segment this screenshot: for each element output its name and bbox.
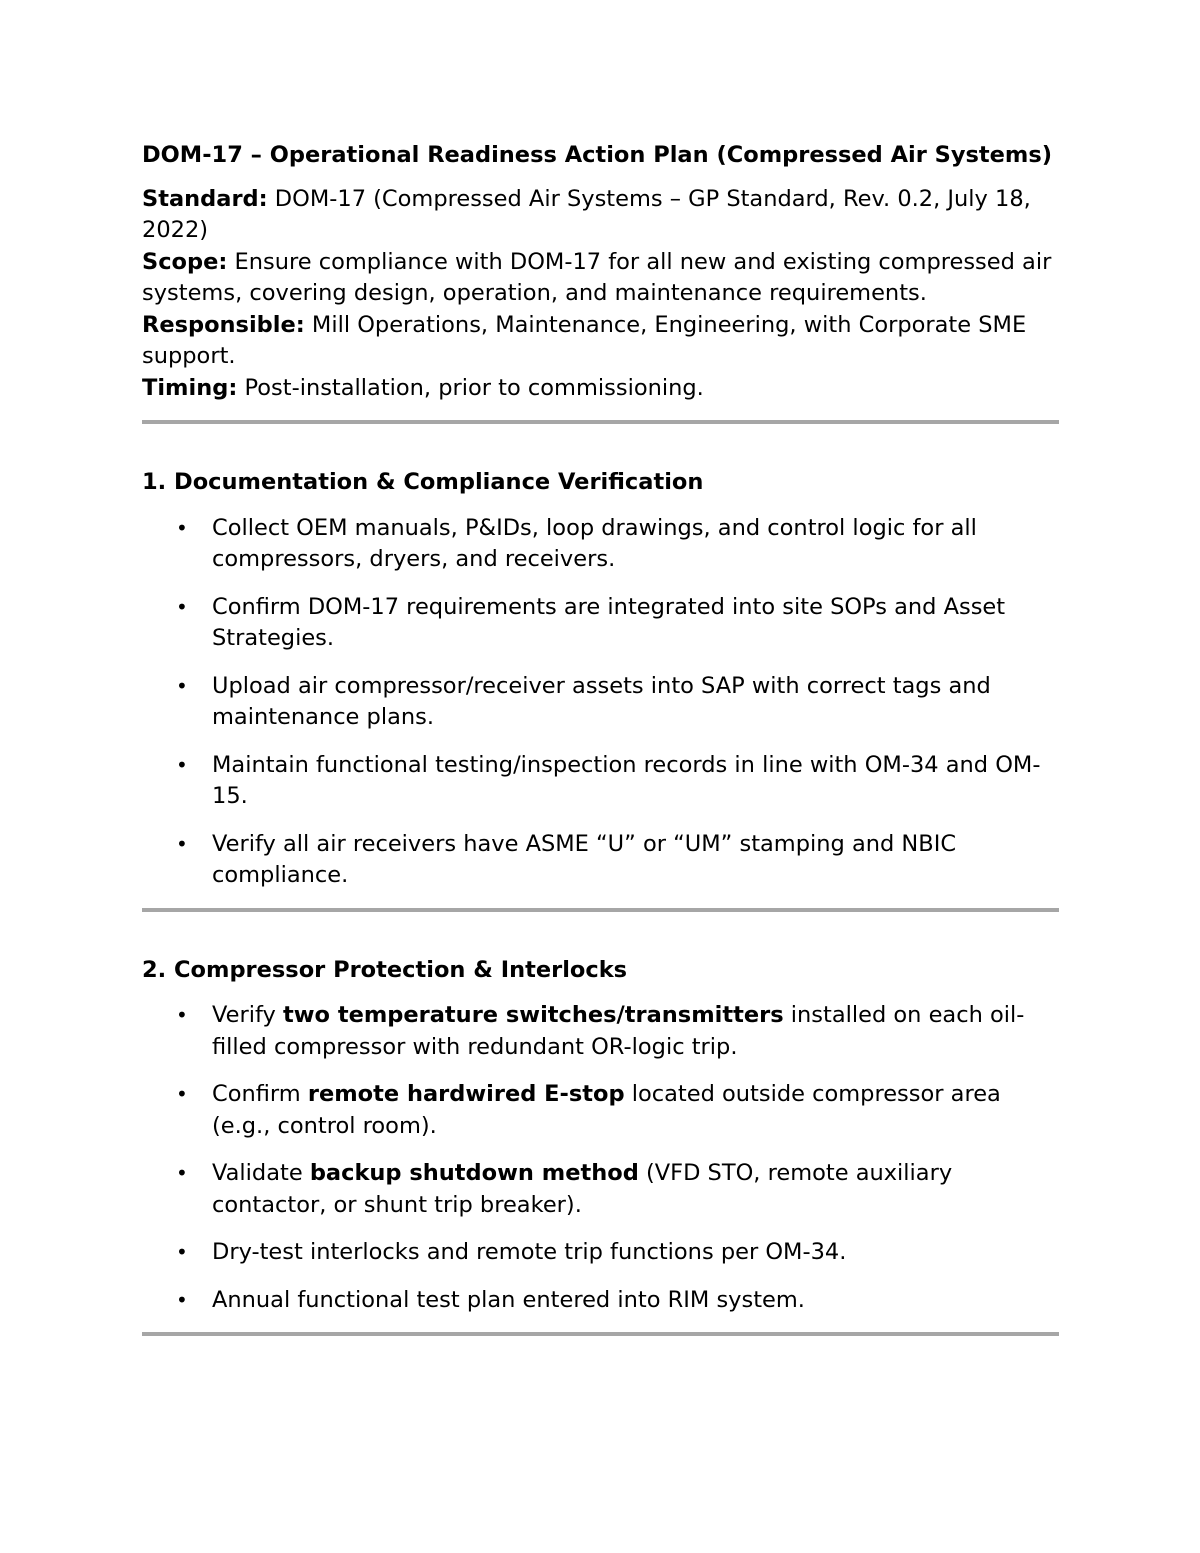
item-text: located outside compressor area (e.g., control room). <box>212 1081 1001 1139</box>
bullet-icon: • <box>176 1240 188 1264</box>
item-emphasis: two temperature switches/transmitters <box>282 1002 784 1028</box>
list-item <box>142 1285 1059 1317</box>
bullet-list <box>142 513 1059 892</box>
bullet-icon: • <box>176 673 188 698</box>
item-text: installed on each oil-filled compressor with redundant OR-logic trip. <box>212 1002 1025 1060</box>
item-text: (VFD STO, remote auxiliary contactor, or shunt trip breaker). <box>212 1160 953 1218</box>
meta-responsible <box>142 310 1059 373</box>
list-item <box>142 829 1059 892</box>
meta-standard <box>142 184 1059 247</box>
item-text: Maintain functional testing/inspection records in line with OM-34 and OM-15. <box>212 751 1041 809</box>
item-text: Collect OEM manuals, P&IDs, loop drawings, and control logic for all compressors, dryers, and receivers. <box>212 514 977 572</box>
list-item <box>142 750 1059 813</box>
list-item <box>142 671 1059 734</box>
list-item <box>142 1158 1059 1221</box>
horizontal-divider <box>142 908 1059 912</box>
item-text: Upload air compressor/receiver assets into SAP with correct tags and maintenance plans. <box>212 672 991 730</box>
bullet-icon: • <box>176 1082 188 1106</box>
horizontal-divider <box>142 420 1059 424</box>
item-text: Validate <box>212 1160 310 1186</box>
document-title: DOM-17 – Operational Readiness Action Plan (Compressed Air Systems) <box>142 142 1053 168</box>
item-text: Annual functional test plan entered into RIM system. <box>212 1286 805 1313</box>
meta-label: Scope: <box>142 248 228 275</box>
meta-label: Responsible: <box>142 311 305 338</box>
document-meta <box>142 184 1059 405</box>
list-item <box>142 513 1059 576</box>
section-heading: 2. Compressor Protection & Interlocks <box>142 956 628 983</box>
meta-timing <box>142 373 1059 405</box>
document-page <box>142 140 1059 1336</box>
bullet-icon: • <box>176 1003 188 1027</box>
bullet-icon: • <box>176 515 188 540</box>
item-text: Verify all air receivers have ASME “U” or “UM” stamping and NBIC compliance. <box>212 830 957 888</box>
list-item <box>142 1079 1059 1142</box>
item-text: Confirm DOM-17 requirements are integrated into site SOPs and Asset Strategies. <box>212 593 1006 651</box>
item-text: Confirm <box>212 1081 308 1107</box>
bullet-icon: • <box>176 831 188 856</box>
list-item <box>142 592 1059 655</box>
bullet-icon: • <box>176 1287 188 1312</box>
bullet-icon: • <box>176 1161 188 1185</box>
meta-value: Mill Operations, Maintenance, Engineering, with Corporate SME support. <box>142 311 1027 369</box>
meta-value: Ensure compliance with DOM-17 for all new and existing compressed air systems, covering design, operation, and maintenance requirements. <box>142 248 1052 306</box>
item-emphasis: remote hardwired E-stop <box>307 1081 625 1107</box>
meta-value: DOM-17 (Compressed Air Systems – GP Standard, Rev. 0.2, July 18, 2022) <box>142 185 1031 243</box>
bullet-icon: • <box>176 752 188 777</box>
bullet-icon: • <box>176 594 188 619</box>
list-item <box>142 1000 1059 1063</box>
meta-label: Timing: <box>142 374 238 401</box>
meta-label: Standard: <box>142 185 268 212</box>
item-text: Verify <box>212 1002 283 1028</box>
item-text: Dry-test interlocks and remote trip functions per OM-34. <box>212 1239 847 1265</box>
item-emphasis: backup shutdown method <box>309 1160 639 1186</box>
list-item <box>142 1237 1059 1269</box>
horizontal-divider <box>142 1332 1059 1336</box>
meta-scope <box>142 247 1059 310</box>
bullet-list <box>142 1000 1059 1316</box>
section-heading: 1. Documentation & Compliance Verification <box>142 469 704 495</box>
meta-value: Post-installation, prior to commissioning. <box>237 374 704 401</box>
